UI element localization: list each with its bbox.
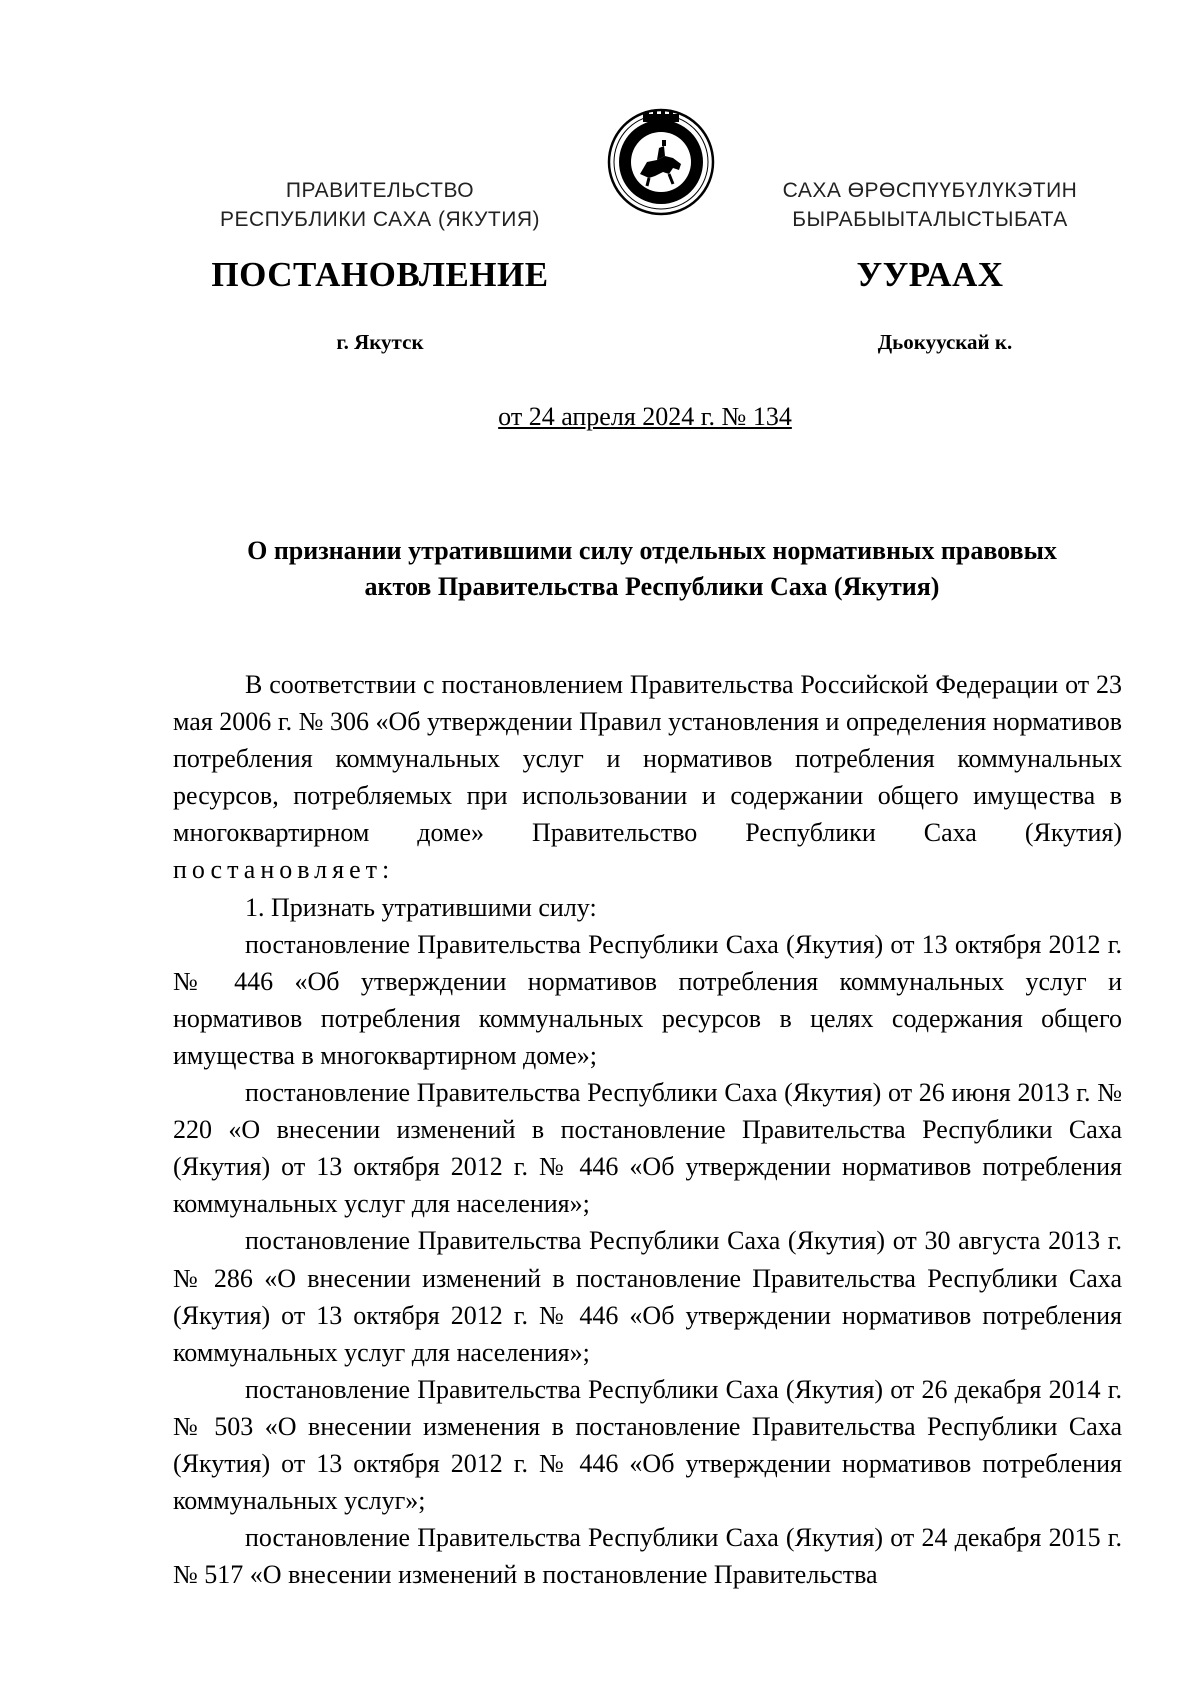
header-left-org-name [160, 176, 600, 234]
header-left-line-1: ПРАВИТЕЛЬСТВО [285, 179, 475, 202]
preamble-text: В соответствии с постановлением Правительства Российской Федерации от 23 мая 2006 г. № 306 «Об утверждении Правил установления и определения нормативов потребления коммунальных услуг и нормативов потребления коммунальных ресурсов, потребляемых при использовании и содержании общего имущества в многоквартирном доме» Правительство Республики Саха (Якутия) [173, 670, 1122, 848]
document-date-number [0, 402, 1200, 432]
paragraph-item-1: 1. Признать утратившими силу: [245, 892, 597, 922]
paragraph-repeal-220: постановление Правительства Республики Саха (Якутия) от 26 июня 2013 г. № 220 «О внесении изменений в постановление Правительства Республики Саха (Якутия) от 13 октября 2012 г. № 446 «Об утверждении нормативов потребления коммунальных услуг для населения»; [173, 1078, 1122, 1219]
date-number-text: от 24 апреля 2024 г. № 134 [498, 402, 792, 431]
doc-type-russian: ПОСТАНОВЛЕНИЕ [211, 255, 549, 294]
header-left-line-2: РЕСПУБЛИКИ САХА (ЯКУТИЯ) [219, 208, 541, 231]
place-yakut: Дьокуускай к. [877, 330, 1013, 354]
header-right-line-1: САХА ӨРӨСПҮҮБҮЛҮКЭТИН [782, 179, 1078, 202]
resolves-word: постановляет: [173, 855, 395, 885]
doc-type-yakut: УУРААХ [856, 255, 1004, 294]
document-title [172, 533, 1132, 605]
paragraph-repeal-503: постановление Правительства Республики Саха (Якутия) от 26 декабря 2014 г. № 503 «О внесении изменения в постановление Правительства Республики Саха (Якутия) от 13 октября 2012 г. № 446 «Об утверждении нормативов потребления коммунальных услуг»; [173, 1374, 1122, 1516]
header-right-line-2: БЫРАБЫЫТАЛЫСТЫБАТА [792, 208, 1068, 231]
title-line-1: О признании утратившими силу отдельных нормативных правовых [247, 536, 1057, 565]
paragraph-preamble [173, 666, 1122, 889]
header-right-org-name [740, 176, 1120, 234]
paragraph-repeal-446: постановление Правительства Республики Саха (Якутия) от 13 октября 2012 г. № 446 «Об утверждении нормативов потребления коммунальных услуг и нормативов потребления коммунальных ресурсов в целях содержания общего имущества в многоквартирном доме»; [173, 929, 1122, 1070]
paragraph-repeal-286: постановление Правительства Республики Саха (Якутия) от 30 августа 2013 г. № 286 «О внесении изменений в постановление Правительства Республики Саха (Якутия) от 13 октября 2012 г. № 446 «Об утверждении нормативов потребления коммунальных услуг для населения»; [173, 1226, 1122, 1367]
title-line-2: актов Правительства Республики Саха (Якутия) [364, 572, 940, 601]
document-body [173, 666, 1122, 1593]
place-russian: г. Якутск [336, 330, 424, 354]
coat-of-arms-emblem-icon [607, 108, 715, 216]
paragraph-repeal-517: постановление Правительства Республики Саха (Якутия) от 24 декабря 2015 г. № 517 «О внесении изменений в постановление Правительства [173, 1523, 1122, 1590]
